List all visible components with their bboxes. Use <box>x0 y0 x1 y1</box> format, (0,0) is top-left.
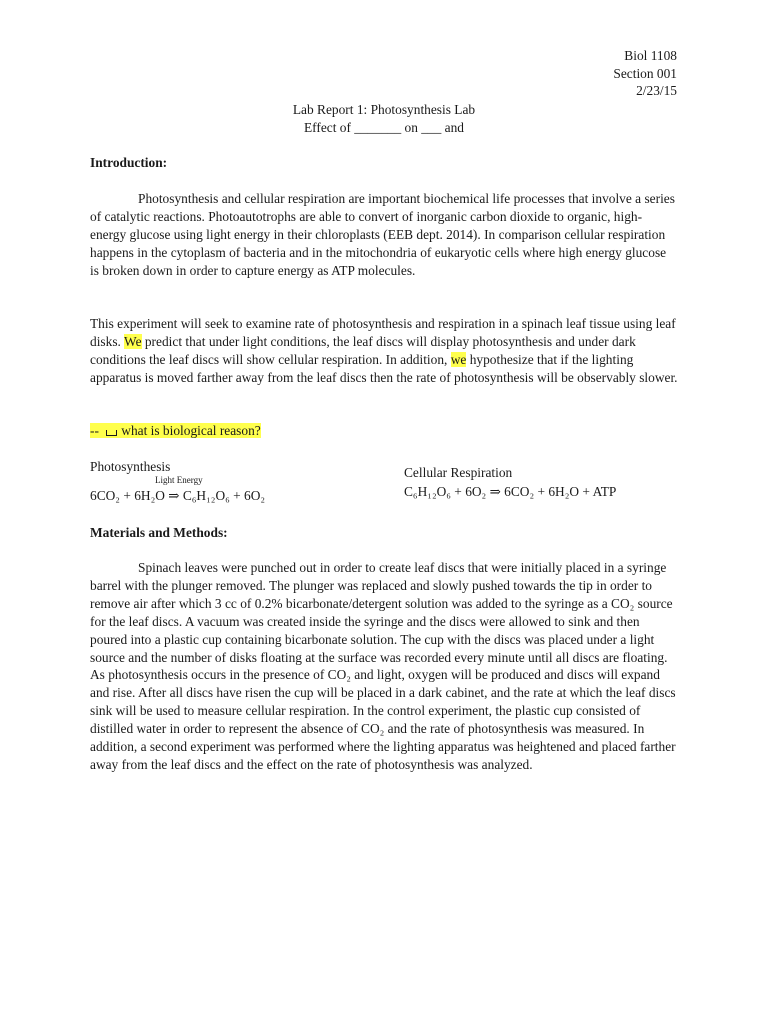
highlighted-word-we: We <box>124 333 142 349</box>
paragraph-2-text-a: This experiment will seek to examine rate of photosynthesis and respiration in a spinach leaf tissue using leaf disks. <box>90 316 676 349</box>
photosynthesis-equation: 6CO₂ + 6H₂O ⇒ C₆H₁₂O₆ + 6O₂ <box>90 488 266 503</box>
light-energy-label: Light Energy <box>155 475 203 485</box>
header-block <box>613 47 677 100</box>
report-title: Lab Report 1: Photosynthesis Lab <box>292 102 476 117</box>
title-block <box>0 101 768 137</box>
materials-methods-paragraph: Spinach leaves were punched out in order to create leaf discs that were initially placed in a syringe barrel with the plunger removed. The plunger was replaced and slowly pushed towards the tip in order to remove air after which 3 cc of 0.2% bicarbonate/detergent solution was added to the syringe as a CO₂ source for the leaf discs. A vacuum was created inside the syringe and the discs were allowed to sink and then poured into a plastic cup containing bicarbonate solution. The cup with the discs was placed under a light source and the number of disks floating at the surface was recorded every minute until all discs are floating. As photosynthesis occurs in the presence of CO₂ and light, oxygen will be produced and discs will expand and rise. After all discs have risen the cup will be placed in a dark cabinet, and the rate at which the leaf discs sink will be used to measure cellular respiration. In the control experiment, the plastic cup consisted of distilled water in order to represent the absence of CO₂ and the rate of photosynthesis was measured. In addition, a second experiment was performed where the lighting apparatus was heightened and placed farther away from the leaf discs and the effect on the rate of photosynthesis was analyzed. <box>90 560 676 772</box>
materials-methods-heading: Materials and Methods: <box>90 525 228 540</box>
section-number: Section 001 <box>613 65 677 81</box>
comment-prefix: -- <box>90 423 103 438</box>
paragraph-2-text-b: predict that under light conditions, the leaf discs will display photosynthesis and under dark conditions the leaf discs will show cellular respiration. In addition, <box>90 333 636 367</box>
comment-text: what is biological reason? <box>121 423 261 438</box>
report-date: 2/23/15 <box>636 83 677 98</box>
introduction-heading: Introduction: <box>90 155 168 170</box>
cellular-respiration-label: Cellular Respiration <box>404 465 513 480</box>
cellular-respiration-equation: C₆H₁₂O₆ + 6O₂ ⇒ 6CO₂ + 6H₂O + ATP <box>404 484 617 499</box>
paragraph-2-text-c: hypothesize that if the lighting apparatus is moved farther away from the leaf discs then the rate of photosynthesis will be observably slower. <box>90 351 678 385</box>
photosynthesis-label: Photosynthesis <box>90 459 171 474</box>
introduction-paragraph-1: Photosynthesis and cellular respiration are important biochemical life processes that involve a series of catalytic reactions. Photoautotrophs are able to convert of inorganic carbon dioxide to organic, high-energy glucose using light energy in their chloroplasts (EEB dept. 2014). In comparison cellular respiration happens in the cytoplasm of bacteria and in the mitochondria of eukaryotic cells where high energy glucose is broken down in order to capture energy as ATP molecules. <box>90 191 675 278</box>
course-number: Biol 1108 <box>624 48 677 63</box>
highlighted-word-we-2: we <box>450 351 467 367</box>
introduction-paragraph-2 <box>90 315 678 387</box>
comment-marker-icon <box>106 430 117 436</box>
report-subtitle: Effect of _______ on ___ and <box>303 120 465 135</box>
comment-note <box>90 422 678 440</box>
